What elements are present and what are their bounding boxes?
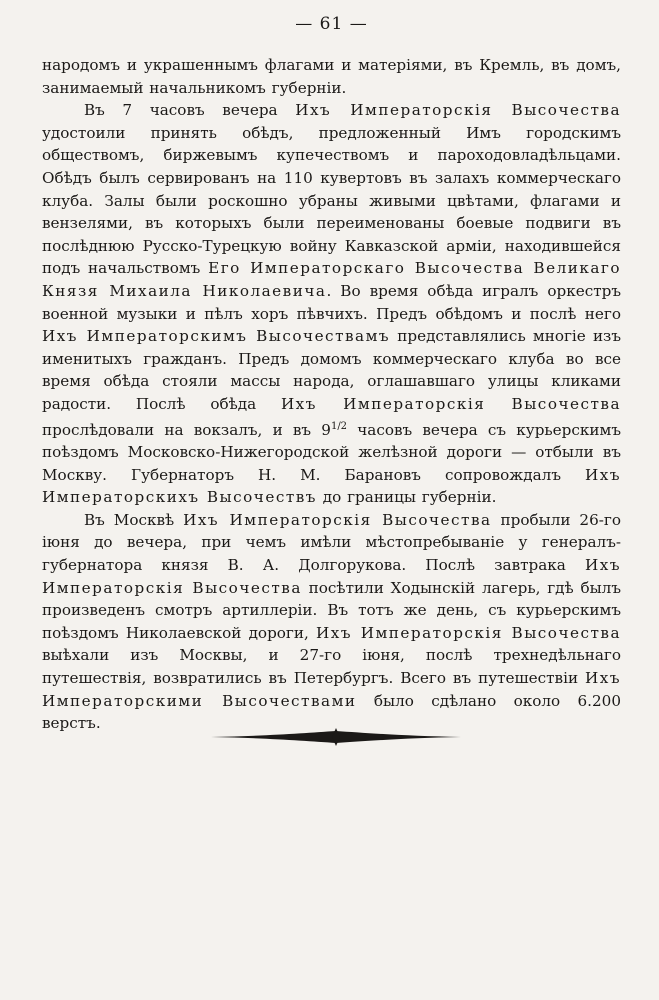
text-run: . Во время обѣда игралъ оркестръ военной музыки и пѣлъ хоръ пѣвчихъ. Предъ обѣдомъ и послѣ него [42, 281, 621, 323]
text-run: Въ 7 часовъ вечера [84, 101, 296, 120]
text-run: народомъ и украшеннымъ флагами и матеріями, въ Кремль, въ домъ, занимаемый начальникомъ губерніи. [42, 56, 621, 97]
spaced-title-text: Ихъ Императорскихъ Высочествъ [42, 465, 621, 507]
spaced-title-text: Ихъ Императорскія Высочества [42, 556, 621, 597]
spaced-title-text: Ихъ Императорскія Высочества [183, 510, 492, 529]
text-run: до границы губерніи. [316, 488, 497, 507]
paragraph-3 [42, 509, 621, 735]
text-run: прослѣдовали на вокзалъ, и въ 9 [42, 420, 331, 439]
spaced-title-text: Ихъ Императорскія Высочества [316, 623, 621, 642]
text-run: часовъ вечера съ курьерскимъ поѣздомъ Московско-Нижегородской желѣзной дороги — отбыли въ Москву. Губернаторъ Н. М. Барановъ сопровождалъ [42, 420, 621, 484]
text-run: выѣхали изъ Москвы, и 27-го іюня, послѣ трехнедѣльнаго путешествія, возвратились въ Петербургъ. Всего въ путешествіи [42, 646, 621, 688]
text-run: было сдѣлано около 6.200 верстъ. [42, 691, 621, 733]
paragraph-1 [42, 54, 621, 99]
fraction-superscript: 1/2 [330, 420, 348, 432]
paragraph-2 [42, 99, 621, 509]
page-number: — 61 — [295, 14, 368, 34]
text-run: посѣтили Ходынскій лагерь, гдѣ былъ произведенъ смотръ артиллеріи. Въ тотъ же день, съ курьерскимъ поѣздомъ Николаевской дороги, [42, 578, 621, 642]
body-text [42, 54, 621, 735]
text-run: удостоили принять обѣдъ, предложенный Имъ городскимъ обществомъ, биржевымъ купечествомъ и пароходовладѣльцами. Обѣдъ былъ сервированъ на 110 кувертовъ въ залахъ коммерческаго клуба. Залы были роскошно убраны живыми цвѣтами, флагами и вензелями, въ которыхъ были переименованы боевые подвиги въ послѣднюю Русско-Турецкую войну Кавказской арміи, находившейся подъ начальствомъ [42, 123, 621, 278]
spaced-title-text: Ихъ Императорскими Высочествами [42, 669, 621, 710]
tapered-rule-ornament-icon [211, 727, 461, 747]
text-run: пробыли 26-го іюня до вечера, при чемъ имѣли мѣстопребываніе у генералъ-губернатора князя В. А. Долгорукова. Послѣ завтрака [42, 510, 621, 575]
text-run: представлялись многіе изъ именитыхъ гражданъ. Предъ домомъ коммерческаго клуба во все время обѣда стояли массы народа, оглашавшаго улицы кликами радости. Послѣ обѣда [42, 327, 622, 413]
spaced-title-text: Ихъ Императорскія Высочества [280, 394, 621, 413]
spaced-title-text: Ихъ Императорскимъ Высочествамъ [42, 327, 391, 346]
text-run: Въ Москвѣ [84, 510, 184, 529]
spaced-title-text: Его Императорскаго Высочества Великаго Князя Михаила Николаевича [42, 259, 622, 300]
spaced-title-text: Ихъ Императорскія Высочества [295, 101, 621, 120]
